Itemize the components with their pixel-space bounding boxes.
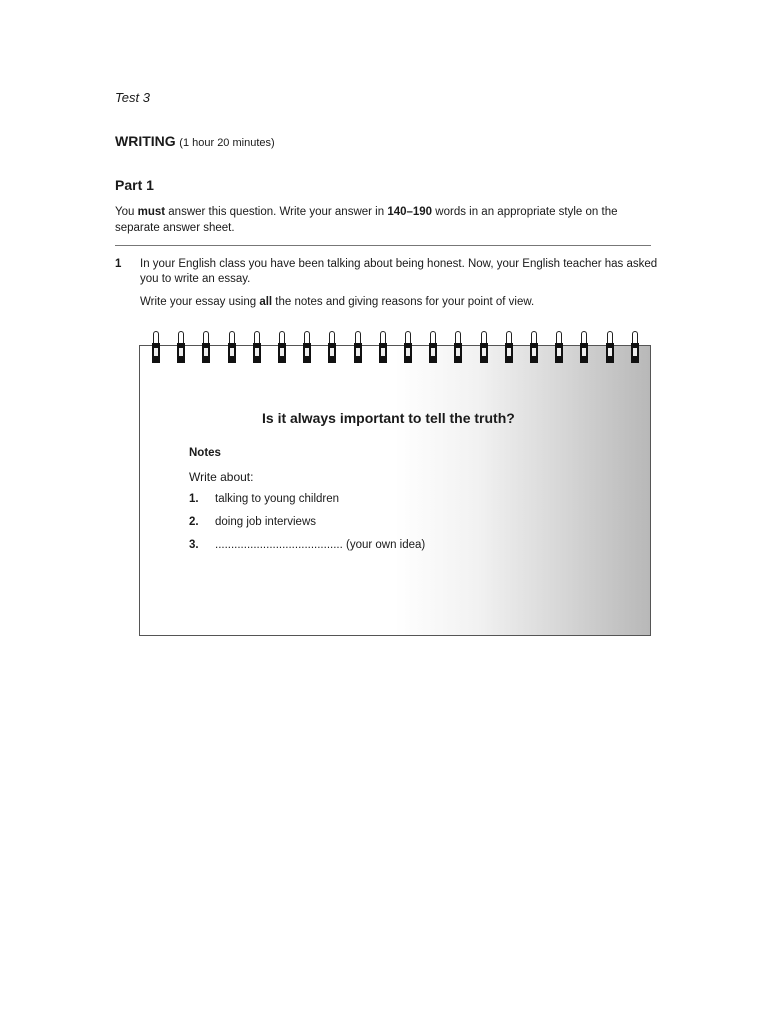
spiral-ring-post (606, 343, 614, 363)
spiral-ring (427, 331, 439, 363)
spiral-ring-post (631, 343, 639, 363)
spiral-ring (200, 331, 212, 363)
spiral-ring-post (580, 343, 588, 363)
spiral-ring-post (278, 343, 286, 363)
spiral-ring-post (505, 343, 513, 363)
q-sub-2: the notes and giving reasons for your point of view. (272, 296, 535, 308)
note-item-number: 1. (189, 493, 199, 505)
spiral-ring-post (530, 343, 538, 363)
spiral-ring (503, 331, 515, 363)
spiral-ring-post (328, 343, 336, 363)
note-item-text: ........................................ (your own idea) (215, 539, 426, 551)
page-header-test-label: Test 3 (115, 90, 150, 105)
spiral-ring (604, 331, 616, 363)
spiral-ring (377, 331, 389, 363)
essay-title: Is it always important to tell the truth? (262, 410, 515, 426)
divider (115, 245, 651, 246)
spiral-ring-post (354, 343, 362, 363)
spiral-ring-post (454, 343, 462, 363)
instr-must: must (137, 206, 166, 218)
spiral-ring-post (480, 343, 488, 363)
part-instructions (115, 204, 660, 236)
spiral-ring (276, 331, 288, 363)
section-title (115, 133, 275, 149)
spiral-ring (452, 331, 464, 363)
note-item-number: 3. (189, 539, 199, 551)
question-number: 1 (115, 258, 122, 270)
spiral-ring (402, 331, 414, 363)
spiral-ring (352, 331, 364, 363)
spiral-ring-post (429, 343, 437, 363)
spiral-ring (629, 331, 641, 363)
note-item-number: 2. (189, 516, 199, 528)
instr-text-1: You (115, 206, 138, 218)
question-text: In your English class you have been talking about being honest. Now, your English teacher has asked you to write an essay. (140, 258, 658, 285)
q-sub-1: Write your essay using (140, 296, 260, 308)
instr-text-2: answer this question. Write your answer in (165, 206, 388, 218)
notes-label: Notes (189, 447, 221, 459)
spiral-ring-post (202, 343, 210, 363)
note-item (189, 516, 316, 528)
spiral-ring-post (152, 343, 160, 363)
spiral-ring-post (555, 343, 563, 363)
section-name: WRITING (115, 133, 176, 149)
instr-text-3: words in an appropriate style on the separate answer sheet. (115, 206, 618, 234)
spiral-ring (175, 331, 187, 363)
spiral-ring (528, 331, 540, 363)
spiral-ring (553, 331, 565, 363)
spiral-ring (326, 331, 338, 363)
write-about-label: Write about: (189, 470, 254, 484)
instr-word-count: 140–190 (387, 206, 433, 218)
spiral-ring (226, 331, 238, 363)
notebook-card (139, 345, 651, 636)
spiral-ring-post (379, 343, 387, 363)
spiral-ring (478, 331, 490, 363)
spiral-ring-post (177, 343, 185, 363)
spiral-ring (578, 331, 590, 363)
spiral-ring-post (303, 343, 311, 363)
note-item-text: doing job interviews (215, 516, 317, 528)
spiral-ring (301, 331, 313, 363)
note-item-text: talking to young children (215, 493, 340, 505)
spiral-ring-post (253, 343, 261, 363)
spiral-ring (251, 331, 263, 363)
q-sub-all: all (259, 296, 273, 308)
note-item (189, 539, 425, 551)
spiral-ring (150, 331, 162, 363)
question-subtext (140, 296, 660, 308)
part-title: Part 1 (115, 177, 154, 193)
note-item (189, 493, 339, 505)
spiral-ring-post (404, 343, 412, 363)
section-duration: (1 hour 20 minutes) (179, 137, 275, 149)
spiral-ring-post (228, 343, 236, 363)
